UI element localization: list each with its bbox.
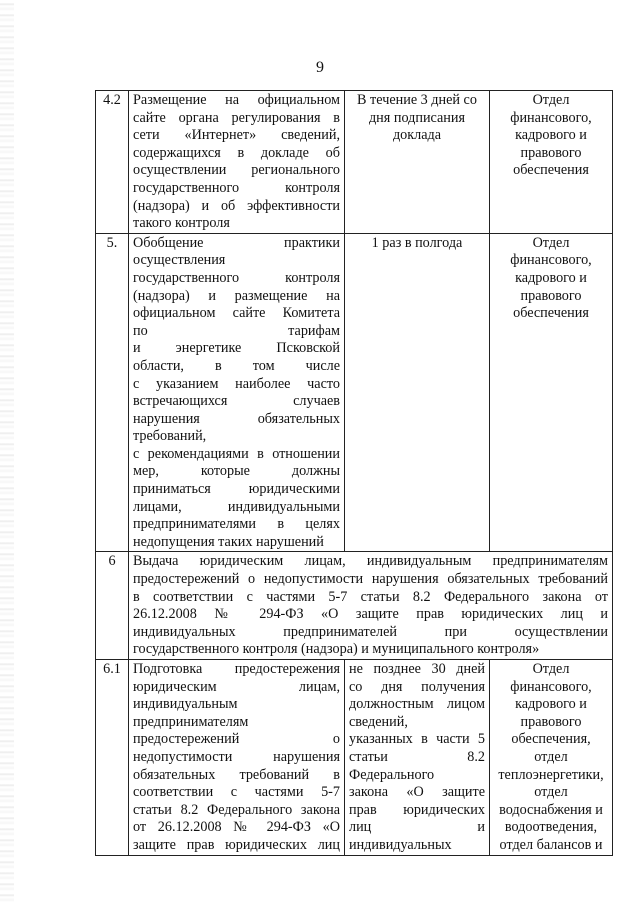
responsible-line: обеспечения <box>513 305 589 322</box>
table-row-section <box>96 552 613 660</box>
task-line: и энергетике Псковской <box>133 340 340 357</box>
deadline-cell <box>345 91 490 234</box>
responsible-cell <box>490 91 613 234</box>
responsible-line: финансового, <box>510 252 592 269</box>
responsible-line: кадрового и <box>515 127 587 144</box>
task-line: обязательных требований в <box>133 766 340 783</box>
page-number: 9 <box>316 59 324 76</box>
task-cell <box>129 91 345 234</box>
responsible-line: отдел <box>534 748 568 765</box>
task-line: официальном сайте Комитета <box>133 305 340 322</box>
responsible-line: водоснабжения и <box>499 801 603 818</box>
responsible-line: Отдел <box>532 92 570 108</box>
task-line: защите прав юридических лиц <box>133 836 340 853</box>
responsible-line: Отдел <box>532 661 570 677</box>
section-line: 26.12.2008 № 294-ФЗ «О защите прав юридических лиц и <box>133 606 608 623</box>
deadline-line: В течение 3 дней со <box>357 92 477 108</box>
responsible-cell <box>490 660 613 856</box>
task-line: сайте органа регулирования в <box>133 109 340 126</box>
deadline-line: индивидуальных <box>349 836 452 853</box>
section-line: в соответствии с частями 5-7 статьи 8.2 Федерального закона от <box>133 588 608 605</box>
deadline-cell <box>345 660 490 856</box>
responsible-line: водоотведения, <box>504 819 598 836</box>
responsible-line: отдел балансов и <box>499 836 603 853</box>
task-line: от 26.12.2008 № 294-ФЗ «О <box>133 819 340 836</box>
deadline-line: не позднее 30 дней <box>349 661 485 677</box>
deadline-line: закона «О защите <box>349 784 485 801</box>
section-cell <box>129 552 613 660</box>
task-line: государственного контроля <box>133 179 340 196</box>
task-line: соответствии с частями 5-7 <box>133 784 340 801</box>
responsible-line: правового <box>520 287 582 304</box>
task-line: осуществлении регионального <box>133 162 340 179</box>
table-row <box>96 233 613 552</box>
row-number: 5. <box>96 233 129 552</box>
activity-plan-table <box>95 90 613 856</box>
deadline-line: со дня получения <box>349 678 485 695</box>
row-number: 6.1 <box>96 660 129 856</box>
deadline-line: должностным лицом <box>349 696 485 713</box>
deadline-line: дня подписания <box>368 109 466 126</box>
deadline-line: доклада <box>392 127 442 144</box>
row-number: 6 <box>96 552 129 660</box>
task-line: по тарифам <box>133 322 340 339</box>
task-line: мер, которые должны <box>133 463 340 480</box>
deadline-line: лиц и <box>349 819 485 836</box>
task-line: недопущения таких нарушений <box>133 533 324 550</box>
task-cell <box>129 660 345 856</box>
task-line: такого контроля <box>133 215 230 232</box>
table-row <box>96 660 613 856</box>
task-line: области, в том числе <box>133 357 340 374</box>
deadline-line: указанных в части 5 <box>349 731 485 748</box>
responsible-line: отдел <box>534 784 568 801</box>
task-line: индивидуальным <box>133 696 238 713</box>
task-line: нарушения обязательных <box>133 410 340 427</box>
task-line: встречающихся случаев <box>133 393 340 410</box>
responsible-line: обеспечения, <box>511 731 591 748</box>
responsible-line: Отдел <box>532 234 570 251</box>
task-line: лицами, индивидуальными <box>133 498 340 515</box>
responsible-line: правового <box>520 144 582 161</box>
task-line: приниматься юридическими <box>133 481 340 498</box>
task-line: предостережений о <box>133 731 340 748</box>
row-number: 4.2 <box>96 91 129 234</box>
deadline-cell <box>345 233 490 552</box>
task-line: недопустимости нарушения <box>133 748 340 765</box>
responsible-line: кадрового и <box>515 696 587 713</box>
task-line: государственного контроля <box>133 269 340 286</box>
task-line: Обобщение практики <box>133 234 340 251</box>
section-line: индивидуальных предпринимателей при осуществлении <box>133 623 608 640</box>
deadline-line: статьи 8.2 <box>349 748 485 765</box>
task-line: сети «Интернет» сведений, <box>133 127 340 144</box>
responsible-line: обеспечения <box>513 162 589 179</box>
task-line: осуществления <box>133 252 226 269</box>
responsible-line: теплоэнергетики, <box>498 766 604 783</box>
responsible-line: правового <box>520 713 582 730</box>
scan-edge-noise <box>0 0 14 905</box>
task-line: предпринимателям <box>133 713 249 730</box>
responsible-line: финансового, <box>510 678 592 695</box>
task-line: требований, <box>133 428 207 445</box>
task-cell <box>129 233 345 552</box>
task-line: статьи 8.2 Федерального закона <box>133 801 340 818</box>
responsible-line: кадрового и <box>515 269 587 286</box>
task-line: юридическим лицам, <box>133 678 340 695</box>
deadline-line: прав юридических <box>349 801 485 818</box>
task-line: содержащихся в докладе об <box>133 144 340 161</box>
responsible-cell <box>490 233 613 552</box>
table-row <box>96 91 613 234</box>
section-line: предостережений о недопустимости нарушения обязательных требований <box>133 571 608 588</box>
task-line: Размещение на официальном <box>133 92 340 108</box>
task-line: с указанием наиболее часто <box>133 375 340 392</box>
deadline-line: 1 раз в полгода <box>371 234 463 251</box>
section-line: Выдача юридическим лицам, индивидуальным предпринимателям <box>133 553 608 570</box>
task-line: с рекомендациями в отношении <box>133 445 340 462</box>
responsible-line: финансового, <box>510 109 592 126</box>
task-line: (надзора) и об эффективности <box>133 197 340 214</box>
deadline-line: Федерального <box>349 766 435 783</box>
task-line: Подготовка предостережения <box>133 661 340 677</box>
task-line: (надзора) и размещение на <box>133 287 340 304</box>
task-line: предпринимателями в целях <box>133 516 340 533</box>
section-line: государственного контроля (надзора) и муниципального контроля» <box>133 641 540 658</box>
deadline-line: сведений, <box>349 713 408 730</box>
